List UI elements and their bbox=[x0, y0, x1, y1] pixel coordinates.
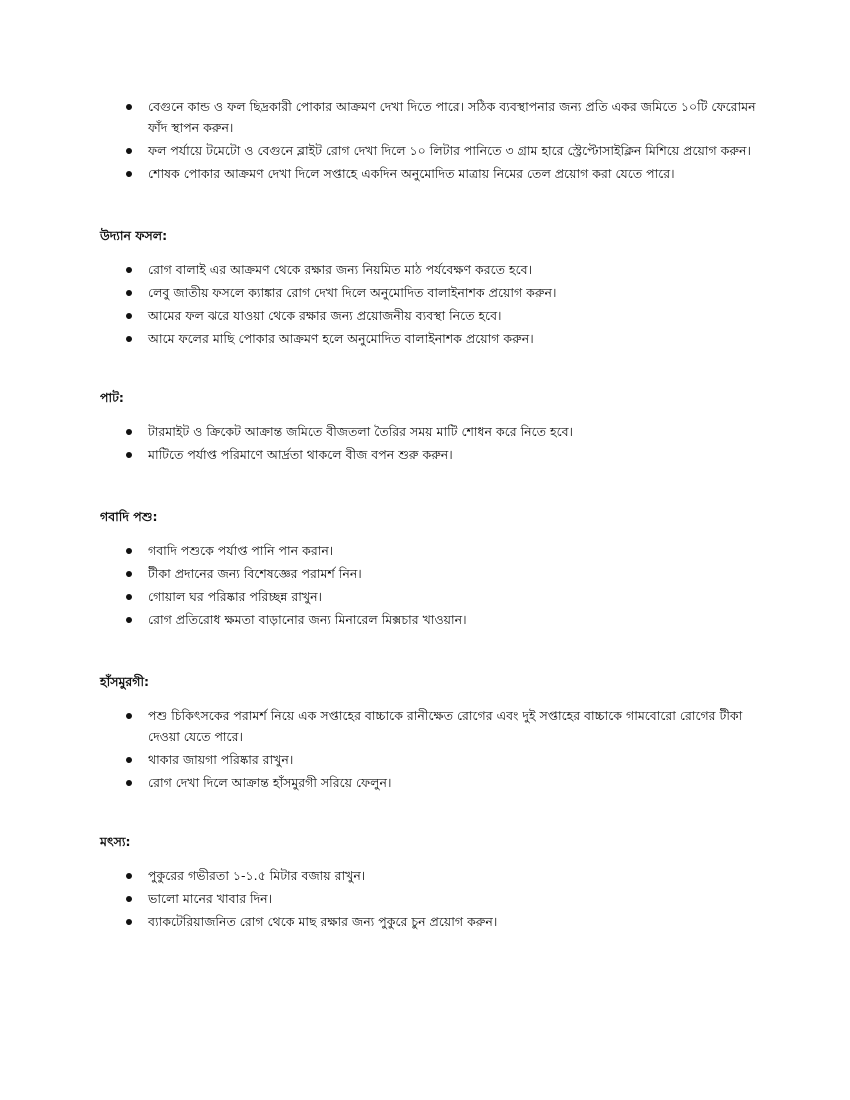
bullet-icon bbox=[126, 336, 132, 342]
section-heading: পাট: bbox=[100, 390, 124, 405]
bullet-list bbox=[100, 96, 760, 184]
bullet-icon bbox=[126, 896, 132, 902]
bullet-icon bbox=[126, 148, 132, 154]
list-item bbox=[100, 259, 760, 280]
list-item bbox=[100, 772, 760, 793]
bullet-icon bbox=[126, 452, 132, 458]
bullet-icon bbox=[126, 313, 132, 319]
section-horticulture bbox=[100, 227, 760, 349]
list-item bbox=[100, 888, 760, 909]
list-item-text: আমের ফল ঝরে যাওয়া থেকে রক্ষার জন্য প্রয়োজনীয় ব্যবস্থা নিতে হবে। bbox=[148, 308, 502, 323]
section-heading: উদ্যান ফসল: bbox=[100, 228, 168, 243]
section-heading: গবাদি পশু: bbox=[100, 509, 158, 524]
list-item-text: টারমাইট ও ক্রিকেট আক্রান্ত জমিতে বীজতলা তৈরির সময় মাটি শোধন করে নিতে হবে। bbox=[148, 424, 574, 439]
bullet-icon bbox=[126, 171, 132, 177]
list-item bbox=[100, 586, 760, 607]
bullet-icon bbox=[126, 267, 132, 273]
list-item-text: গবাদি পশুকে পর্যাপ্ত পানি পান করান। bbox=[148, 543, 334, 558]
section-heading: মৎস্য: bbox=[100, 834, 131, 849]
list-item bbox=[100, 305, 760, 326]
list-item-text: ব্যাকটেরিয়াজনিত রোগ থেকে মাছ রক্ষার জন্য পুকুরে চুন প্রয়োগ করুন। bbox=[148, 914, 498, 929]
list-item bbox=[100, 563, 760, 584]
bullet-list bbox=[100, 259, 760, 349]
list-item-text: পুকুরের গভীরতা ১-১.৫ মিটার বজায় রাখুন। bbox=[148, 868, 366, 883]
list-item-text: শোষক পোকার আক্রমণ দেখা দিলে সপ্তাহে একদিন অনুমোদিত মাত্রায় নিমের তেল প্রয়োগ করা যেতে পারে। bbox=[148, 166, 675, 181]
list-item bbox=[100, 282, 760, 303]
list-item bbox=[100, 421, 760, 442]
list-item bbox=[100, 328, 760, 349]
list-item-text: টীকা প্রদানের জন্য বিশেষজ্ঞের পরামর্শ নিন। bbox=[148, 566, 362, 581]
list-item-text: পশু চিকিৎসকের পরামর্শ নিয়ে এক সপ্তাহের বাচ্চাকে রানীক্ষেত রোগের এবং দুই সপ্তাহের বাচ্চাকে গামবোরো রোগের টীকা দেওয়া যেতে পারে। bbox=[148, 708, 743, 744]
section-jute bbox=[100, 389, 760, 465]
bullet-icon bbox=[126, 617, 132, 623]
bullet-icon bbox=[126, 594, 132, 600]
bullet-icon bbox=[126, 571, 132, 577]
bullet-icon bbox=[126, 548, 132, 554]
list-item bbox=[100, 609, 760, 630]
list-item bbox=[100, 911, 760, 932]
bullet-list bbox=[100, 540, 760, 630]
list-item-text: রোগ দেখা দিলে আক্রান্ত হাঁসমুরগী সরিয়ে ফেলুন। bbox=[148, 775, 392, 790]
list-item-text: মাটিতে পর্যাপ্ত পরিমাণে আর্দ্রতা থাকলে বীজ বপন শুরু করুন। bbox=[148, 447, 453, 462]
list-item bbox=[100, 865, 760, 886]
bullet-icon bbox=[126, 780, 132, 786]
bullet-icon bbox=[126, 873, 132, 879]
bullet-list bbox=[100, 705, 760, 793]
bullet-icon bbox=[126, 429, 132, 435]
list-item-text: ফল পর্যায়ে টমেটো ও বেগুনে ব্লাইট রোগ দেখা দিলে ১০ লিটার পানিতে ৩ গ্রাম হারে স্ট্রেপ্টোসাইক্লিন মিশিয়ে প্রয়োগ করুন। bbox=[148, 143, 751, 158]
list-item-text: আমে ফলের মাছি পোকার আক্রমণ হলে অনুমোদিত বালাইনাশক প্রয়োগ করুন। bbox=[148, 331, 534, 346]
section-vegetables-continued bbox=[100, 96, 760, 184]
section-heading: হাঁসমুরগী: bbox=[100, 674, 150, 689]
list-item bbox=[100, 705, 760, 747]
list-item bbox=[100, 444, 760, 465]
section-poultry bbox=[100, 673, 760, 793]
list-item-text: রোগ বালাই এর আক্রমণ থেকে রক্ষার জন্য নিয়মিত মাঠ পর্যবেক্ষণ করতে হবে। bbox=[148, 262, 533, 277]
list-item bbox=[100, 540, 760, 561]
list-item-text: গোয়াল ঘর পরিষ্কার পরিচ্ছন্ন রাখুন। bbox=[148, 589, 323, 604]
list-item-text: বেগুনে কান্ড ও ফল ছিদ্রকারী পোকার আক্রমণ দেখা দিতে পারে। সঠিক ব্যবস্থাপনার জন্য প্রতি একর জমিতে ১০টি ফেরোমন ফাঁদ স্থাপন করুন। bbox=[148, 99, 756, 135]
bullet-list bbox=[100, 421, 760, 465]
bullet-icon bbox=[126, 713, 132, 719]
list-item bbox=[100, 140, 760, 161]
section-fisheries bbox=[100, 833, 760, 932]
bullet-list bbox=[100, 865, 760, 932]
bullet-icon bbox=[126, 757, 132, 763]
section-livestock bbox=[100, 508, 760, 630]
list-item-text: লেবু জাতীয় ফসলে ক্যাঙ্কার রোগ দেখা দিলে অনুমোদিত বালাইনাশক প্রয়োগ করুন। bbox=[148, 285, 557, 300]
bullet-icon bbox=[126, 290, 132, 296]
list-item bbox=[100, 163, 760, 184]
list-item bbox=[100, 749, 760, 770]
list-item-text: রোগ প্রতিরোধ ক্ষমতা বাড়ানোর জন্য মিনারেল মিক্সচার খাওয়ান। bbox=[148, 612, 467, 627]
list-item-text: ভালো মানের খাবার দিন। bbox=[148, 891, 273, 906]
list-item bbox=[100, 96, 760, 138]
bullet-icon bbox=[126, 104, 132, 110]
list-item-text: থাকার জায়গা পরিষ্কার রাখুন। bbox=[148, 752, 294, 767]
bullet-icon bbox=[126, 919, 132, 925]
